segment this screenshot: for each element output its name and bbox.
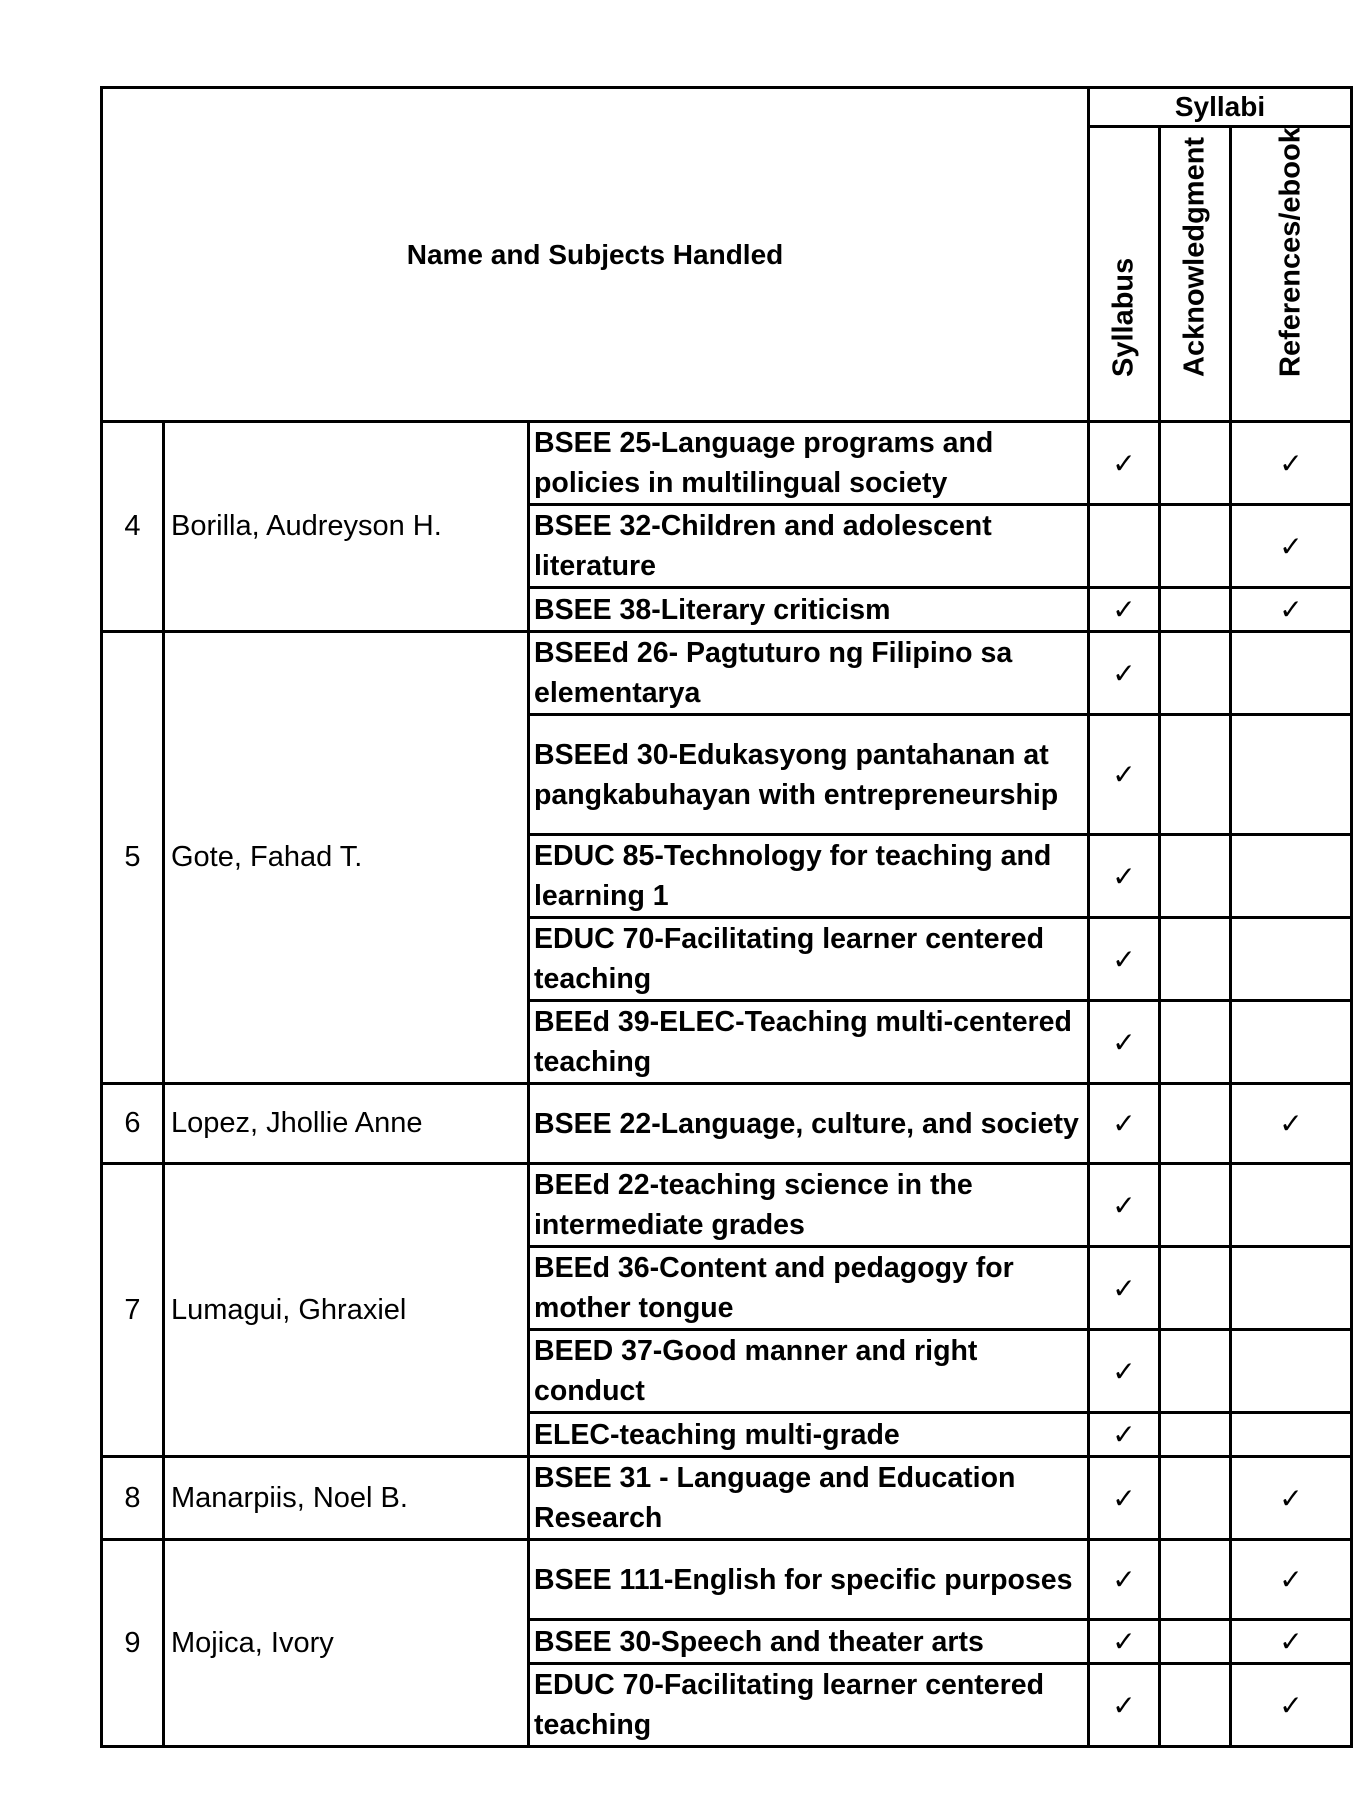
- checkmark-icon: ✓: [1112, 447, 1136, 479]
- references-check-cell: [1231, 1330, 1352, 1413]
- faculty-number: 8: [102, 1457, 164, 1540]
- subject-title: BSEE 22-Language, culture, and society: [529, 1084, 1089, 1164]
- acknowledgment-check-cell: [1160, 1247, 1231, 1330]
- checkmark-icon: ✓: [1112, 657, 1136, 689]
- references-check-cell: [1231, 505, 1352, 588]
- faculty-number: 7: [102, 1164, 164, 1457]
- header-references-label: References/ebook: [1274, 127, 1307, 377]
- header-syllabus: [1089, 127, 1160, 422]
- acknowledgment-check-cell: [1160, 1413, 1231, 1457]
- checkmark-icon: ✓: [1279, 1626, 1303, 1657]
- references-check-cell: [1231, 588, 1352, 632]
- faculty-name: Gote, Fahad T.: [164, 632, 529, 1084]
- references-check-cell: [1231, 1084, 1352, 1164]
- acknowledgment-check-cell: [1160, 1664, 1231, 1747]
- acknowledgment-check-cell: [1160, 715, 1231, 835]
- checkmark-icon: ✓: [1112, 1626, 1136, 1657]
- checkmark-icon: ✓: [1279, 1108, 1303, 1139]
- checkmark-icon: ✓: [1279, 530, 1303, 562]
- checkmark-icon: ✓: [1279, 594, 1303, 625]
- syllabus-check-cell: [1089, 1330, 1160, 1413]
- acknowledgment-check-cell: [1160, 835, 1231, 918]
- syllabus-check-cell: [1089, 918, 1160, 1001]
- faculty-name: Borilla, Audreyson H.: [164, 422, 529, 632]
- acknowledgment-check-cell: [1160, 505, 1231, 588]
- references-check-cell: [1231, 1001, 1352, 1084]
- references-check-cell: [1231, 1664, 1352, 1747]
- subject-title: BEEd 39-ELEC-Teaching multi-centered teaching: [529, 1001, 1089, 1084]
- syllabus-check-cell: [1089, 1164, 1160, 1247]
- subject-title: BSEEd 26- Pagtuturo ng Filipino sa elementarya: [529, 632, 1089, 715]
- syllabus-check-cell: [1089, 1084, 1160, 1164]
- syllabus-check-cell: [1089, 1620, 1160, 1664]
- subject-title: BEEd 22-teaching science in the intermediate grades: [529, 1164, 1089, 1247]
- syllabus-check-cell: [1089, 835, 1160, 918]
- faculty-number: 9: [102, 1540, 164, 1747]
- syllabus-check-cell: [1089, 1247, 1160, 1330]
- header-syllabi-group: Syllabi: [1089, 88, 1352, 127]
- syllabus-check-cell: [1089, 505, 1160, 588]
- faculty-number: 6: [102, 1084, 164, 1164]
- header-references: [1231, 127, 1352, 422]
- acknowledgment-check-cell: [1160, 588, 1231, 632]
- syllabus-check-cell: [1089, 422, 1160, 505]
- subject-title: EDUC 70-Facilitating learner centered teaching: [529, 1664, 1089, 1747]
- checkmark-icon: ✓: [1112, 1689, 1136, 1721]
- table-row: [102, 422, 1352, 505]
- acknowledgment-check-cell: [1160, 1084, 1231, 1164]
- references-check-cell: [1231, 715, 1352, 835]
- syllabus-check-cell: [1089, 632, 1160, 715]
- subject-title: BSEE 111-English for specific purposes: [529, 1540, 1089, 1620]
- table-row: [102, 1164, 1352, 1247]
- checkmark-icon: ✓: [1112, 1419, 1136, 1450]
- references-check-cell: [1231, 835, 1352, 918]
- syllabus-check-cell: [1089, 1457, 1160, 1540]
- checkmark-icon: ✓: [1112, 860, 1136, 892]
- acknowledgment-check-cell: [1160, 1164, 1231, 1247]
- faculty-name: Lumagui, Ghraxiel: [164, 1164, 529, 1457]
- acknowledgment-check-cell: [1160, 632, 1231, 715]
- checkmark-icon: ✓: [1112, 943, 1136, 975]
- table-row: [102, 1540, 1352, 1620]
- subject-title: BSEE 31 - Language and Education Research: [529, 1457, 1089, 1540]
- faculty-name: Manarpiis, Noel B.: [164, 1457, 529, 1540]
- document-page: [100, 86, 1307, 1741]
- table-row: [102, 632, 1352, 715]
- references-check-cell: [1231, 1413, 1352, 1457]
- checkmark-icon: ✓: [1112, 759, 1136, 790]
- checkmark-icon: ✓: [1112, 1108, 1136, 1139]
- syllabus-check-cell: [1089, 1001, 1160, 1084]
- syllabus-check-cell: [1089, 1540, 1160, 1620]
- header-acknowledgment: [1160, 127, 1231, 422]
- checkmark-icon: ✓: [1112, 594, 1136, 625]
- subject-title: BSEEd 30-Edukasyong pantahanan at pangkabuhayan with entrepreneurship: [529, 715, 1089, 835]
- checkmark-icon: ✓: [1112, 1482, 1136, 1514]
- references-check-cell: [1231, 1540, 1352, 1620]
- acknowledgment-check-cell: [1160, 1330, 1231, 1413]
- header-acknowledgment-label: Acknowledgment: [1178, 136, 1211, 377]
- syllabus-check-cell: [1089, 588, 1160, 632]
- syllabus-check-cell: [1089, 715, 1160, 835]
- checkmark-icon: ✓: [1112, 1272, 1136, 1304]
- faculty-number: 5: [102, 632, 164, 1084]
- acknowledgment-check-cell: [1160, 1620, 1231, 1664]
- subject-title: BEED 37-Good manner and right conduct: [529, 1330, 1089, 1413]
- syllabus-check-cell: [1089, 1413, 1160, 1457]
- header-syllabus-label: Syllabus: [1107, 257, 1140, 377]
- references-check-cell: [1231, 1247, 1352, 1330]
- table-row: [102, 1084, 1352, 1164]
- acknowledgment-check-cell: [1160, 422, 1231, 505]
- checkmark-icon: ✓: [1112, 1189, 1136, 1221]
- subject-title: BSEE 30-Speech and theater arts: [529, 1620, 1089, 1664]
- checkmark-icon: ✓: [1279, 447, 1303, 479]
- references-check-cell: [1231, 1457, 1352, 1540]
- acknowledgment-check-cell: [1160, 1540, 1231, 1620]
- subject-title: BSEE 38-Literary criticism: [529, 588, 1089, 632]
- references-check-cell: [1231, 1620, 1352, 1664]
- checkmark-icon: ✓: [1279, 1482, 1303, 1514]
- faculty-name: Mojica, Ivory: [164, 1540, 529, 1747]
- faculty-number: 4: [102, 422, 164, 632]
- checkmark-icon: ✓: [1112, 1355, 1136, 1387]
- faculty-syllabi-table: [100, 86, 1353, 1748]
- checkmark-icon: ✓: [1279, 1689, 1303, 1721]
- subject-title: BSEE 32-Children and adolescent literature: [529, 505, 1089, 588]
- subject-title: EDUC 85-Technology for teaching and learning 1: [529, 835, 1089, 918]
- acknowledgment-check-cell: [1160, 1457, 1231, 1540]
- table-row: [102, 1457, 1352, 1540]
- acknowledgment-check-cell: [1160, 1001, 1231, 1084]
- subject-title: BSEE 25-Language programs and policies in multilingual society: [529, 422, 1089, 505]
- checkmark-icon: ✓: [1112, 1564, 1136, 1595]
- subject-title: ELEC-teaching multi-grade: [529, 1413, 1089, 1457]
- syllabus-check-cell: [1089, 1664, 1160, 1747]
- header-name-subjects: Name and Subjects Handled: [102, 88, 1089, 422]
- references-check-cell: [1231, 1164, 1352, 1247]
- references-check-cell: [1231, 422, 1352, 505]
- checkmark-icon: ✓: [1112, 1026, 1136, 1058]
- subject-title: BEEd 36-Content and pedagogy for mother tongue: [529, 1247, 1089, 1330]
- references-check-cell: [1231, 918, 1352, 1001]
- checkmark-icon: ✓: [1279, 1564, 1303, 1595]
- faculty-name: Lopez, Jhollie Anne: [164, 1084, 529, 1164]
- references-check-cell: [1231, 632, 1352, 715]
- acknowledgment-check-cell: [1160, 918, 1231, 1001]
- subject-title: EDUC 70-Facilitating learner centered teaching: [529, 918, 1089, 1001]
